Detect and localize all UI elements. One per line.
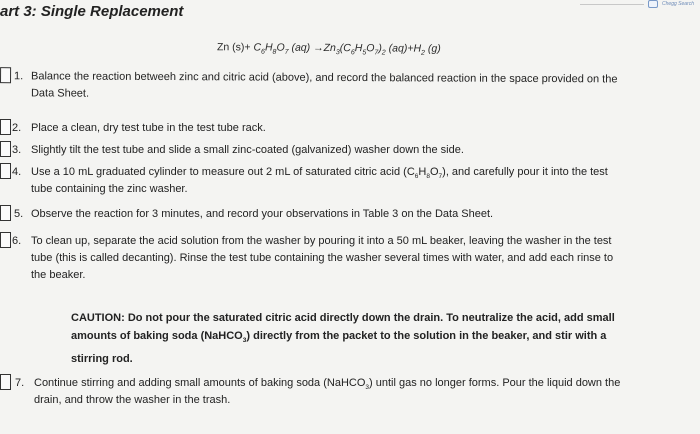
step-text: Balance the reaction betweeh zinc and citric acid (above), and record the balanced reaction in the space provided on the bbox=[31, 70, 618, 86]
step-7 bbox=[0, 372, 700, 412]
caution-line: stirring rod. bbox=[71, 353, 133, 366]
caution-note bbox=[71, 309, 651, 368]
eq-hydrogen: H bbox=[413, 42, 422, 55]
caution-line: CAUTION: Do not pour the saturated citric acid directly down the drain. To neutralize the acid, add small bbox=[71, 312, 615, 324]
text-run: amounts of baking soda (NaHCO bbox=[71, 330, 243, 342]
corner-toolbar bbox=[580, 0, 694, 8]
eq-sub: 2 bbox=[421, 49, 425, 57]
checkbox-step-4[interactable] bbox=[0, 163, 11, 179]
eq-zinc: Zn (s) bbox=[216, 41, 245, 54]
text-run: ) until gas no longer forms. Pour the liquid down the bbox=[369, 377, 621, 389]
step-text: To clean up, separate the acid solution from the washer by pouring it into a 50 mL beaker, leaving the washer in the test bbox=[31, 235, 612, 247]
text-run: H bbox=[418, 166, 427, 178]
eq-acid-c: C bbox=[253, 41, 262, 54]
step-number: 7. bbox=[15, 377, 25, 389]
eq-product-zn: Zn bbox=[323, 41, 336, 55]
eq-sub: 8 bbox=[272, 48, 277, 56]
step-number: 5. bbox=[14, 208, 24, 220]
text-run: Continue stirring and adding small amounts of baking soda (NaHCO bbox=[34, 377, 366, 389]
step-3 bbox=[0, 139, 700, 159]
search-app-icon[interactable] bbox=[648, 0, 658, 8]
text-run: ) directly from the packet to the solution in the beaker, and stir with a bbox=[246, 330, 607, 342]
eq-product-o: O bbox=[366, 42, 375, 55]
text-run: Use a 10 mL graduated cylinder to measure out 2 mL of saturated citric acid (C bbox=[31, 166, 415, 178]
step-text-cont: tube (this is called decanting). Rinse the test tube containing the washer several times with water, and add each rinse to bbox=[31, 252, 614, 264]
step-6 bbox=[0, 230, 700, 290]
eq-state: (g) bbox=[427, 42, 441, 55]
toolbar-divider bbox=[580, 4, 644, 5]
eq-sub: 7 bbox=[284, 48, 289, 56]
step-text-cont: the beaker. bbox=[31, 269, 86, 281]
subscript: 8 bbox=[426, 173, 430, 181]
eq-paren: ) bbox=[378, 42, 382, 55]
reaction-equation bbox=[217, 41, 441, 57]
step-number: 6. bbox=[12, 235, 22, 247]
eq-product-h: H bbox=[354, 42, 363, 55]
eq-arrow: → bbox=[313, 41, 324, 54]
subscript: 6 bbox=[414, 173, 419, 181]
step-number: 4. bbox=[12, 166, 22, 178]
checkbox-step-1[interactable] bbox=[0, 67, 11, 83]
section-title: art 3: Single Replacement bbox=[0, 3, 184, 20]
text-run: ), and carefully pour it into the test bbox=[442, 166, 608, 178]
step-1 bbox=[0, 65, 700, 109]
checkbox-step-6[interactable] bbox=[0, 232, 11, 248]
eq-acid-o: O bbox=[276, 41, 285, 54]
checkbox-step-2[interactable] bbox=[0, 119, 11, 135]
step-5 bbox=[0, 203, 700, 223]
eq-sub: 3 bbox=[335, 49, 340, 57]
text-run: O bbox=[429, 166, 439, 178]
eq-sub: 7 bbox=[374, 49, 379, 57]
eq-acid-h: H bbox=[264, 41, 273, 54]
eq-sub: 2 bbox=[381, 49, 386, 57]
step-text-cont: drain, and throw the washer in the trash. bbox=[34, 394, 231, 406]
subscript: 3 bbox=[365, 384, 370, 392]
eq-sub: 5 bbox=[362, 49, 367, 57]
checkbox-step-7[interactable] bbox=[0, 374, 11, 390]
subscript: 3 bbox=[242, 337, 247, 345]
step-2 bbox=[0, 117, 700, 137]
caution-line bbox=[71, 327, 651, 350]
eq-plus: + bbox=[244, 41, 251, 54]
checkbox-step-3[interactable] bbox=[0, 141, 11, 157]
eq-plus: + bbox=[407, 42, 414, 55]
eq-sub: 6 bbox=[350, 49, 355, 57]
step-number: 1. bbox=[14, 70, 24, 83]
search-app-label[interactable]: Chegg Search bbox=[662, 1, 694, 7]
step-text: Place a clean, dry test tube in the test tube rack. bbox=[31, 122, 266, 134]
step-text-cont: tube containing the zinc washer. bbox=[31, 183, 188, 195]
step-text-cont: Data Sheet. bbox=[30, 87, 90, 100]
step-text: Slightly tilt the test tube and slide a small zinc-coated (galvanized) washer down the side. bbox=[31, 144, 464, 156]
eq-product-group: (C bbox=[339, 42, 351, 55]
step-4 bbox=[0, 161, 700, 201]
eq-sub: 6 bbox=[261, 48, 265, 56]
step-number: 2. bbox=[12, 122, 22, 134]
subscript: 7 bbox=[438, 173, 443, 181]
step-number: 3. bbox=[12, 144, 22, 156]
eq-state: (aq) bbox=[291, 41, 311, 54]
step-text: Observe the reaction for 3 minutes, and record your observations in Table 3 on the Data Sheet. bbox=[31, 208, 494, 220]
eq-state: (aq) bbox=[388, 42, 408, 55]
checkbox-step-5[interactable] bbox=[0, 205, 11, 221]
